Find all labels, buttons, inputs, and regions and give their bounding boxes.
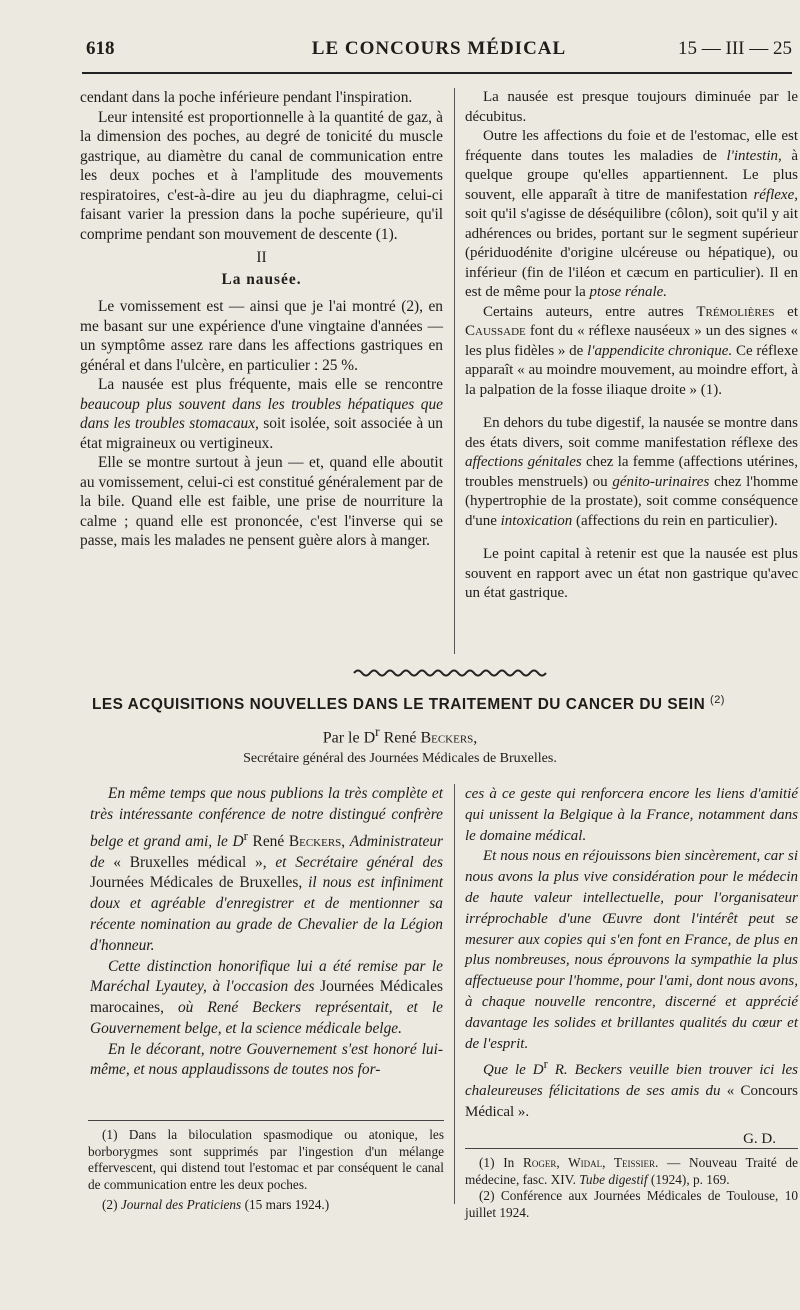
footnote: (2) Conférence aux Journées Médicales de Toulouse, 10 juillet 1924. — [465, 1188, 798, 1220]
section-title: La nausée. — [221, 270, 302, 288]
right-column — [465, 88, 798, 604]
ornament-divider — [352, 668, 548, 678]
footnote: (2) Journal des Praticiens (15 mars 1924.) — [102, 1197, 330, 1212]
paragraph: Et nous nous en réjouissons bien sincèrement, car si nous avons la plus vive considération pour le médecin de haute valeur intellectuelle, pour l'organisateur irréprochable d'une Œuvre dont l'intérêt peut se mesurer aux copies qui s'en font en France, de plus en plus nombreuses, nous éprouvons la sympathie la plus affectueuse pour l'homme, pour l'ami, dont nous avons, à chaque nouvelle rencontre, discerné et apprécié davantage les solides et brillantes qualités du cœur et de l'esprit. — [465, 848, 798, 1052]
column-divider — [454, 784, 455, 1204]
paragraph: Le vomissement est — ainsi que je l'ai montré (2), en me basant sur une expérience d'une vingtaine d'années — un symptôme assez rare dans les affections gastriques en général et dans l'ulcère, en particulier : 25 %. — [80, 298, 443, 374]
issue-date: 15 — III — 25 — [678, 38, 792, 59]
article-byline: Par le $D^r$ René Beckers, — [322, 724, 478, 747]
paragraph: Le point capital à retenir est que la nausée est plus souvent en rapport avec un état non gastrique qu'avec un état gastrique. — [465, 546, 798, 601]
paragraph: cendant dans la poche inférieure pendant l'inspiration. — [80, 89, 413, 106]
footnotes-right — [465, 1155, 798, 1221]
paragraph: Outre les affections du foie et de l'estomac, elle est fréquente dans toutes les maladies de l'intestin, à quelque groupe qu'elles appartiennent. Le plus souvent, elle apparaît à titre de manifestation réflexe, soit qu'il s'agisse de déséquilibre (côlon), soit qu'il y ait adhérences ou brides, portant sur le segment supérieur (périduodénite d'origine ulcéreuse ou hépatique), ou inférieur (fin de l'iléon et cæcum en particulier). Il en est de même pour la ptose rénale. — [465, 128, 798, 300]
signature: G. D. — [743, 1130, 776, 1147]
footnotes-left — [88, 1127, 444, 1214]
article-right-column — [465, 784, 798, 1150]
header-rule — [82, 72, 792, 74]
paragraph: Elle se montre surtout à jeun — et, quand elle aboutit au vomissement, celui-ci est constitué généralement par de la bile. Quand elle est faible, une prise de nourriture la calme ; quand elle est prononcée, c'est l'inverse qui se passe, mais les malades ne pensent guère alors à manger. — [80, 454, 443, 549]
paragraph: En le décorant, notre Gouvernement s'est honoré lui-même, et nous applaudissons de toutes nos for- — [90, 1040, 443, 1079]
paragraph: Que le $D^r$ R. Beckers veuille bien trouver ici les chaleureuses félicitations de ses amis du « Concours Médical ». — [465, 1057, 798, 1120]
paragraph: Certains auteurs, entre autres Trémolières et Caussade font du « réflexe nauséeux » un des signes « les plus fidèles » de l'appendicite chronique. Ce réflexe apparaît « au moindre mouvement, au moindre effort, à la palpation de la fosse iliaque droite » (1). — [465, 303, 799, 398]
footnote: (1) In Roger, Widal, Teissier. — Nouveau Traité de médecine, fasc. XIV. Tube digestif (1924), p. 169. — [465, 1155, 798, 1187]
paragraph: En dehors du tube digestif, la nausée se montre dans des états divers, soit comme manifestation réflexe des affections génitales chez la femme (affections utérines, troubles menstruels) ou génito-urinaires chez l'homme (hypertrophie de la prostate), soit comme conséquence d'une intoxication (affections du rein en particulier). — [465, 415, 798, 529]
left-column — [80, 88, 443, 551]
footnote: (1) Dans la biloculation spasmodique ou atonique, les borborygmes sont supprimés par l'ingestion d'un mélange effervescent, qui distend tout l'estomac et par conséquent le canal de communication entre les deux poches. — [88, 1127, 444, 1192]
article-left-column — [90, 784, 443, 1081]
author-role: Secrétaire général des Journées Médicales de Bruxelles. — [243, 751, 557, 766]
paragraph: Cette distinction honorifique lui a été remise par le Maréchal Lyautey, à l'occasion des Journées Médicales marocaines, où René Beckers représentait, et le Gouvernement belge, et la science médicale belge. — [90, 957, 443, 1037]
page-number: 618 — [86, 38, 115, 59]
paragraph: La nausée est plus fréquente, mais elle se rencontre beaucoup plus souvent dans les troubles hépatiques que dans les troubles stomacaux, soit isolée, soit associée à un état migraineux ou vertigineux. — [80, 376, 443, 452]
article-title: LES ACQUISITIONS NOUVELLES DANS LE TRAITEMENT DU CANCER DU SEIN $^{(2)}$ — [92, 694, 725, 714]
section-number: II — [256, 249, 267, 266]
footnote-rule — [88, 1120, 444, 1121]
paragraph: Leur intensité est proportionnelle à la quantité de gaz, à la dimension des poches, au degré de tonicité du muscle gastrique, au diamètre du canal de communication entre les deux poches et à l'amplitude des mouvements respiratoires, c'est-à-dire au jeu du diaphragme, celui-ci faisant varier la pression dans la poche supérieure, qu'il comprime pendant son mouvement de descente (1). — [80, 108, 443, 243]
paragraph: La nausée est presque toujours diminuée par le décubitus. — [465, 89, 798, 125]
page-header — [86, 38, 792, 64]
journal-title: LE CONCOURS MÉDICAL — [311, 38, 567, 59]
paragraph: ces à ce geste qui renforcera encore les liens d'amitié qui unissent la Belgique à la France, notamment dans le domaine médical. — [465, 786, 798, 844]
column-divider — [454, 88, 455, 654]
footnote-rule — [465, 1148, 798, 1149]
paragraph: En même temps que nous publions la très complète et très intéressante conférence de notre distingué confrère belge et grand ami, le $D^r$ René Beckers, Administrateur de « Bruxelles médical », et Secrétaire général des Journées Médicales de Bruxelles, il nous est infiniment doux et agréable d'enregistrer et de mentionner sa récente nomination au grade de Chevalier de la Légion d'honneur. — [90, 785, 443, 954]
